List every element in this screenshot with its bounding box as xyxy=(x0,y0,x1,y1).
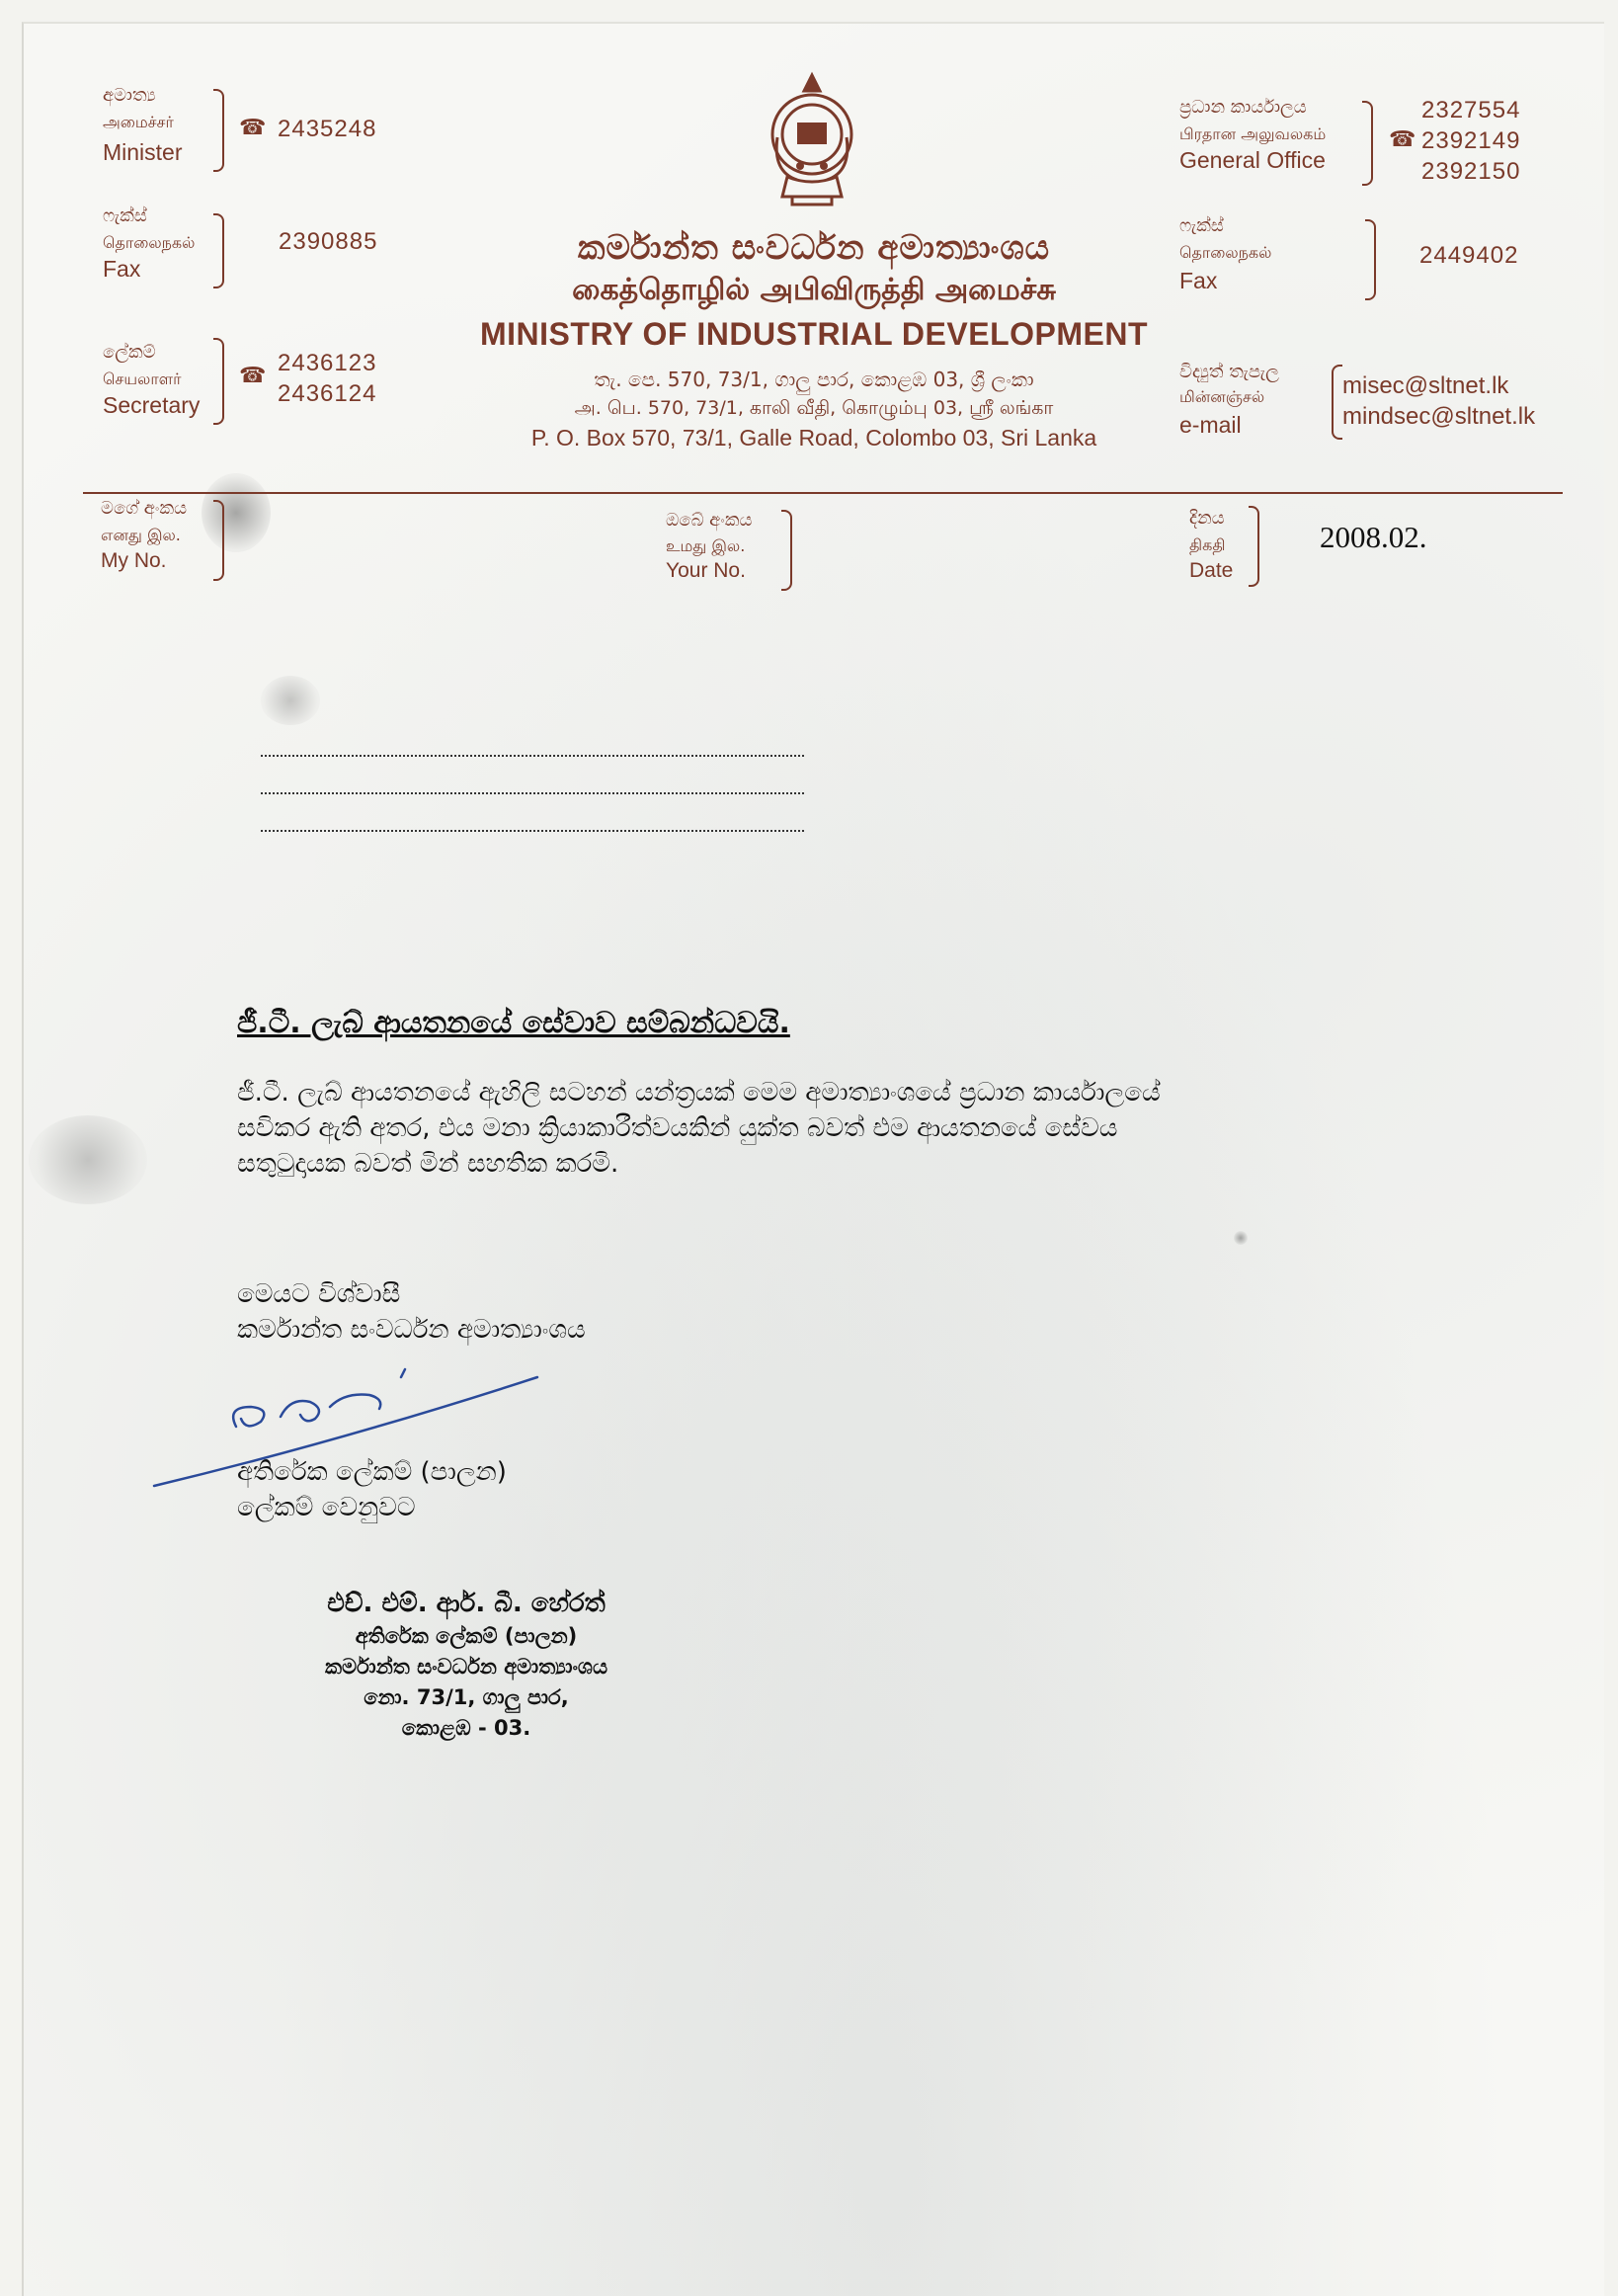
general-office-phone-2: 2392149 xyxy=(1421,127,1521,154)
minister-label-en: Minister xyxy=(103,139,183,165)
fax-label-si: ෆැක්ස් xyxy=(103,205,147,226)
fax-right-label-en: Fax xyxy=(1179,268,1218,293)
address-tamil: அ. பெ. 570, 73/1, காலி வீதி, கொழும்பு 03, ஸ்ரீ லங்கா xyxy=(574,397,1054,419)
ink-smudge xyxy=(202,473,271,552)
official-stamp-ministry: කර්මාන්ත සංවර්ධන අමාත්‍යාංශය xyxy=(324,1655,608,1679)
addressee-line-3 xyxy=(261,830,804,832)
general-office-phone-3: 2392150 xyxy=(1421,158,1521,185)
phone-icon: ☎ xyxy=(1389,127,1416,152)
my-no-label-ta: எனது இல. xyxy=(101,526,181,544)
secretary-brace xyxy=(213,338,224,425)
date-value: 2008.02. xyxy=(1320,520,1427,554)
official-stamp-address: නො. 73/1, ගාලු පාර, xyxy=(364,1685,569,1709)
minister-phone: 2435248 xyxy=(278,116,377,142)
email-brace xyxy=(1332,365,1342,440)
fax-number-right: 2449402 xyxy=(1419,242,1519,269)
official-stamp-city: කොළඹ - 03. xyxy=(401,1716,531,1740)
fax-brace xyxy=(213,213,224,288)
official-stamp-title: අතිරේක ලේකම් (පාලන) xyxy=(355,1624,578,1648)
my-no-label-si: මගේ අංකය xyxy=(101,498,188,519)
letter-page xyxy=(22,22,1604,2296)
phone-icon: ☎ xyxy=(239,116,267,140)
fingerprint-smudge xyxy=(261,676,320,725)
general-office-phone-1: 2327554 xyxy=(1421,97,1521,123)
minister-brace xyxy=(213,89,224,172)
email-label-si: විද්‍යුත් තැපැල xyxy=(1179,362,1279,382)
address-english: P. O. Box 570, 73/1, Galle Road, Colombo 03, Sri Lanka xyxy=(530,425,1097,451)
date-label-si: දිනය xyxy=(1189,508,1225,529)
closing-line-1: මෙයට විශ්වාසී xyxy=(237,1279,401,1309)
fingerprint-smudge xyxy=(29,1115,147,1204)
minister-label-si: අමාත්‍ය xyxy=(103,85,156,106)
general-office-brace xyxy=(1362,101,1373,186)
ministry-name-sinhala: කර්මාන්ත සංවර්ධන අමාත්‍යාංශය xyxy=(577,228,1051,268)
your-no-label-ta: உமது இல. xyxy=(666,536,746,555)
letterhead-divider xyxy=(83,492,1563,494)
closing-line-2: කර්මාන්ත සංවර්ධන අමාත්‍යාංශය xyxy=(237,1315,586,1345)
phone-icon: ☎ xyxy=(239,364,267,388)
my-no-label-en: My No. xyxy=(101,549,167,572)
address-sinhala: තැ. පෙ. 570, 73/1, ගාලු පාර, කොළඹ 03, ශ්‍රී ලංකා xyxy=(594,368,1034,391)
fax-right-brace xyxy=(1365,219,1376,300)
general-office-label-si: ප්‍රධාන කාර්යාලය xyxy=(1179,97,1307,118)
ministry-name-english: MINISTRY OF INDUSTRIAL DEVELOPMENT xyxy=(480,316,1148,352)
date-label-en: Date xyxy=(1189,559,1234,582)
signatory-role: ලේකම් වෙනුවට xyxy=(237,1493,416,1522)
fax-number-left: 2390885 xyxy=(279,228,378,255)
date-brace xyxy=(1249,506,1259,587)
general-office-label-en: General Office xyxy=(1179,147,1326,173)
your-no-brace xyxy=(781,510,792,591)
letter-body-line-2: සවිකර ඇති අතර, එය මනා ක්‍රියාකාරීත්වයකින් යුක්ත බවත් එම ආයතනයේ සේවය xyxy=(237,1113,1118,1143)
fax-label-en: Fax xyxy=(103,256,141,282)
your-no-label-si: ඔබේ අංකය xyxy=(666,510,753,531)
minister-label-ta: அமைச்சர் xyxy=(103,113,174,131)
letter-body-line-3: සතුටුදායක බවත් මින් සහතික කරමි. xyxy=(237,1149,619,1179)
fax-right-label-ta: தொலைநகல் xyxy=(1179,243,1272,262)
sri-lanka-emblem-icon xyxy=(758,63,866,211)
secretary-phone-1: 2436123 xyxy=(278,350,377,376)
email-address-1[interactable]: misec@sltnet.lk xyxy=(1342,372,1509,399)
ink-spot xyxy=(1234,1231,1248,1245)
official-stamp-name: එච්. එම්. ආර්. බී. හේරත් xyxy=(327,1589,606,1618)
ministry-name-tamil: கைத்தொழில் அபிவிருத்தி அமைச்சு xyxy=(572,273,1056,307)
addressee-line-1 xyxy=(261,755,804,757)
fax-label-ta: தொலைநகல் xyxy=(103,233,196,252)
date-label-ta: திகதி xyxy=(1189,535,1226,554)
fax-right-label-si: ෆැක්ස් xyxy=(1179,215,1224,236)
letter-body-line-1: ජී.ටී. ලැබ් ආයතනයේ ඇහිලි සටහන් යන්ත්‍රයක් මෙම අමාත්‍යාංශයේ ප්‍රධාන කාර්යාලයේ xyxy=(237,1078,1161,1107)
addressee-line-2 xyxy=(261,792,804,794)
secretary-label-ta: செயலாளர் xyxy=(103,369,182,388)
email-label-ta: மின்னஞ்சல் xyxy=(1179,387,1265,406)
secretary-label-en: Secretary xyxy=(103,392,201,418)
my-no-brace xyxy=(213,500,224,581)
signatory-title: අතිරේක ලේකම් (පාලන) xyxy=(237,1457,507,1487)
secretary-label-si: ලේකම් xyxy=(103,342,156,363)
your-no-label-en: Your No. xyxy=(666,559,746,582)
letter-subject: ජී.ටී. ලැබ් ආයතනයේ සේවාව සම්බන්ධවයි. xyxy=(237,1006,790,1040)
email-address-2[interactable]: mindsec@sltnet.lk xyxy=(1342,403,1536,430)
secretary-phone-2: 2436124 xyxy=(278,380,377,407)
email-label-en: e-mail xyxy=(1179,412,1242,438)
general-office-label-ta: பிரதான அலுவலகம் xyxy=(1179,124,1327,143)
